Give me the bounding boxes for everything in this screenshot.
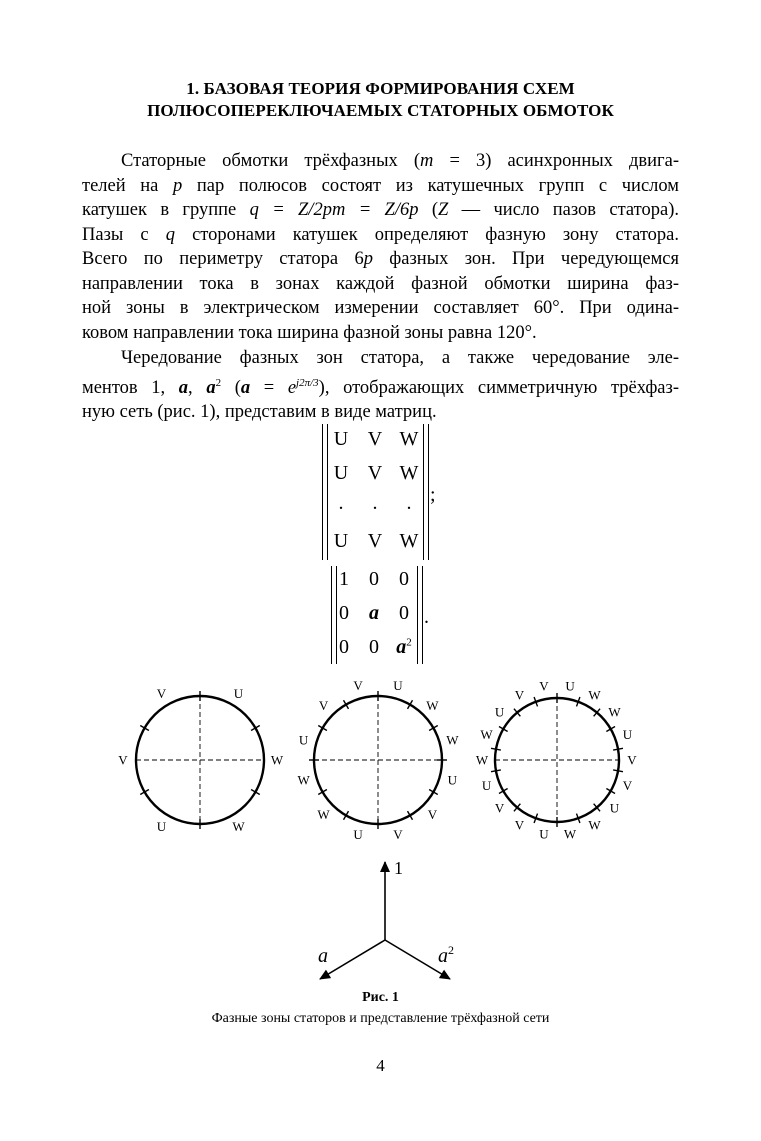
phase-zone-label: U	[481, 778, 492, 794]
vector-a2-label: $a^2$	[438, 943, 454, 967]
m2-cell: 0	[339, 636, 349, 658]
m1-cell: .	[372, 492, 378, 514]
p1-line-7: ной зоны в электрическом измерении составляет 60°. При одина-	[82, 298, 679, 318]
phase-zone-label: W	[475, 752, 489, 768]
vector-a-arrow	[320, 940, 385, 979]
m1-cell: U	[333, 462, 349, 484]
m1-cell: W	[399, 462, 419, 484]
p1-line-4: Пазы с q сторонами катушек определяют фазную зону статора.	[82, 224, 679, 245]
vector-a-label: a	[318, 945, 328, 967]
m2-cell: 0	[399, 568, 409, 590]
phase-zone-label: U	[565, 678, 575, 694]
page-number: 4	[376, 1056, 385, 1075]
phase-zone-label: V	[318, 698, 329, 714]
phase-zone-label: U	[156, 819, 167, 835]
p2-line-2: ментов 1, a, $a^2$ $(a = e^{j2\pi/3})$, отображающих симметричную трёхфаз-	[82, 376, 679, 398]
phase-zone-label: U	[539, 826, 549, 842]
section-title-line-1: 1. БАЗОВАЯ ТЕОРИЯ ФОРМИРОВАНИЯ СХЕМ	[186, 79, 575, 98]
phase-zone-label: W	[588, 687, 601, 703]
zone-boundary-tick	[613, 748, 623, 750]
phase-zone-label: W	[480, 726, 493, 742]
p1-line-2: телей на p пар полюсов состоят из катушечных групп с числом	[82, 175, 679, 196]
stator-circle-1	[118, 686, 284, 834]
m1-cell: V	[367, 462, 383, 484]
p1-line-1: Статорные обмотки трёхфазных (m = 3) асинхронных двига-	[121, 151, 679, 171]
matrix-2-period: .	[424, 606, 429, 628]
m2-cell: a	[369, 602, 379, 624]
m2-cell: 0	[339, 602, 349, 624]
vector-1-label: 1	[394, 858, 403, 878]
phase-zone-label: U	[353, 826, 363, 842]
stator-diagrams	[118, 678, 637, 842]
m1-cell: W	[399, 428, 419, 450]
m2-cell: 0	[399, 602, 409, 624]
phase-zone-label: W	[446, 732, 459, 748]
phase-zone-label: V	[627, 752, 637, 768]
m1-cell: .	[406, 492, 412, 514]
phase-zone-label: V	[393, 826, 403, 842]
phase-zone-label: W	[608, 704, 621, 720]
m1-cell: V	[367, 530, 383, 552]
figure-label: Рис. 1	[362, 990, 399, 1005]
phase-zone-label: W	[297, 772, 310, 788]
phase-zone-label: U	[609, 800, 620, 816]
zone-boundary-tick	[491, 770, 501, 772]
vector-diagram	[318, 858, 454, 979]
p1-line-8: ковом направлении тока ширина фазной зоны равна 120°.	[82, 322, 537, 343]
phase-zone-label: W	[317, 806, 330, 822]
figure-caption: Фазные зоны статоров и представление трёхфазной сети	[211, 1011, 550, 1026]
p1-line-5: Всего по периметру статора 6p фазных зон. При чередующемся	[82, 249, 679, 269]
phase-zone-label: U	[494, 704, 505, 720]
phase-zone-label: W	[426, 698, 439, 714]
m1-cell: U	[333, 530, 349, 552]
m1-cell: .	[338, 492, 344, 514]
m2-cell: 0	[369, 636, 379, 658]
phase-zone-label: U	[298, 732, 309, 748]
phase-zone-label: V	[353, 678, 363, 694]
p1-line-3: катушек в группе q = Z/2pm = Z/6p (Z — число пазов статора).	[82, 200, 679, 220]
zone-boundary-tick	[491, 748, 501, 750]
m1-cell: W	[399, 530, 419, 552]
phase-zone-label: V	[514, 817, 525, 833]
p2-line-1: Чередование фазных зон статора, а также чередование эле-	[121, 348, 679, 368]
m2-cell: 1	[339, 568, 349, 590]
phase-zone-label: W	[232, 819, 245, 835]
stator-circle-3	[476, 679, 637, 842]
phase-zone-label: V	[118, 752, 128, 768]
phase-zone-label: W	[563, 826, 577, 842]
zone-boundary-tick	[613, 770, 623, 772]
section-title-line-2: ПОЛЮСОПЕРЕКЛЮЧАЕМЫХ СТАТОРНЫХ ОБМОТОК	[147, 101, 614, 120]
phase-zone-label: V	[494, 800, 505, 816]
phase-zone-label: W	[588, 817, 601, 833]
m1-cell: U	[333, 428, 349, 450]
m1-cell: V	[367, 428, 383, 450]
phase-zone-label: V	[622, 778, 633, 794]
phase-zone-label: W	[270, 752, 284, 768]
matrix-1-semicolon: ;	[430, 484, 436, 506]
p1-line-6: направлении тока в зонах каждой фазной обмотки ширина фаз-	[82, 273, 679, 294]
phase-zone-label: U	[393, 678, 403, 694]
phase-zone-label: V	[156, 685, 167, 701]
phase-zone-label: U	[622, 726, 633, 742]
phase-zone-label: U	[447, 772, 458, 788]
p2-line-3: ную сеть (рис. 1), представим в виде матриц.	[82, 402, 437, 423]
phase-zone-label: U	[233, 685, 244, 701]
m2-cell: $a^2$	[396, 636, 412, 658]
phase-zone-label: V	[539, 678, 549, 694]
stator-circle-2	[297, 678, 459, 842]
phase-zone-label: V	[514, 687, 525, 703]
m2-cell: 0	[369, 568, 379, 590]
phase-zone-label: V	[427, 806, 438, 822]
